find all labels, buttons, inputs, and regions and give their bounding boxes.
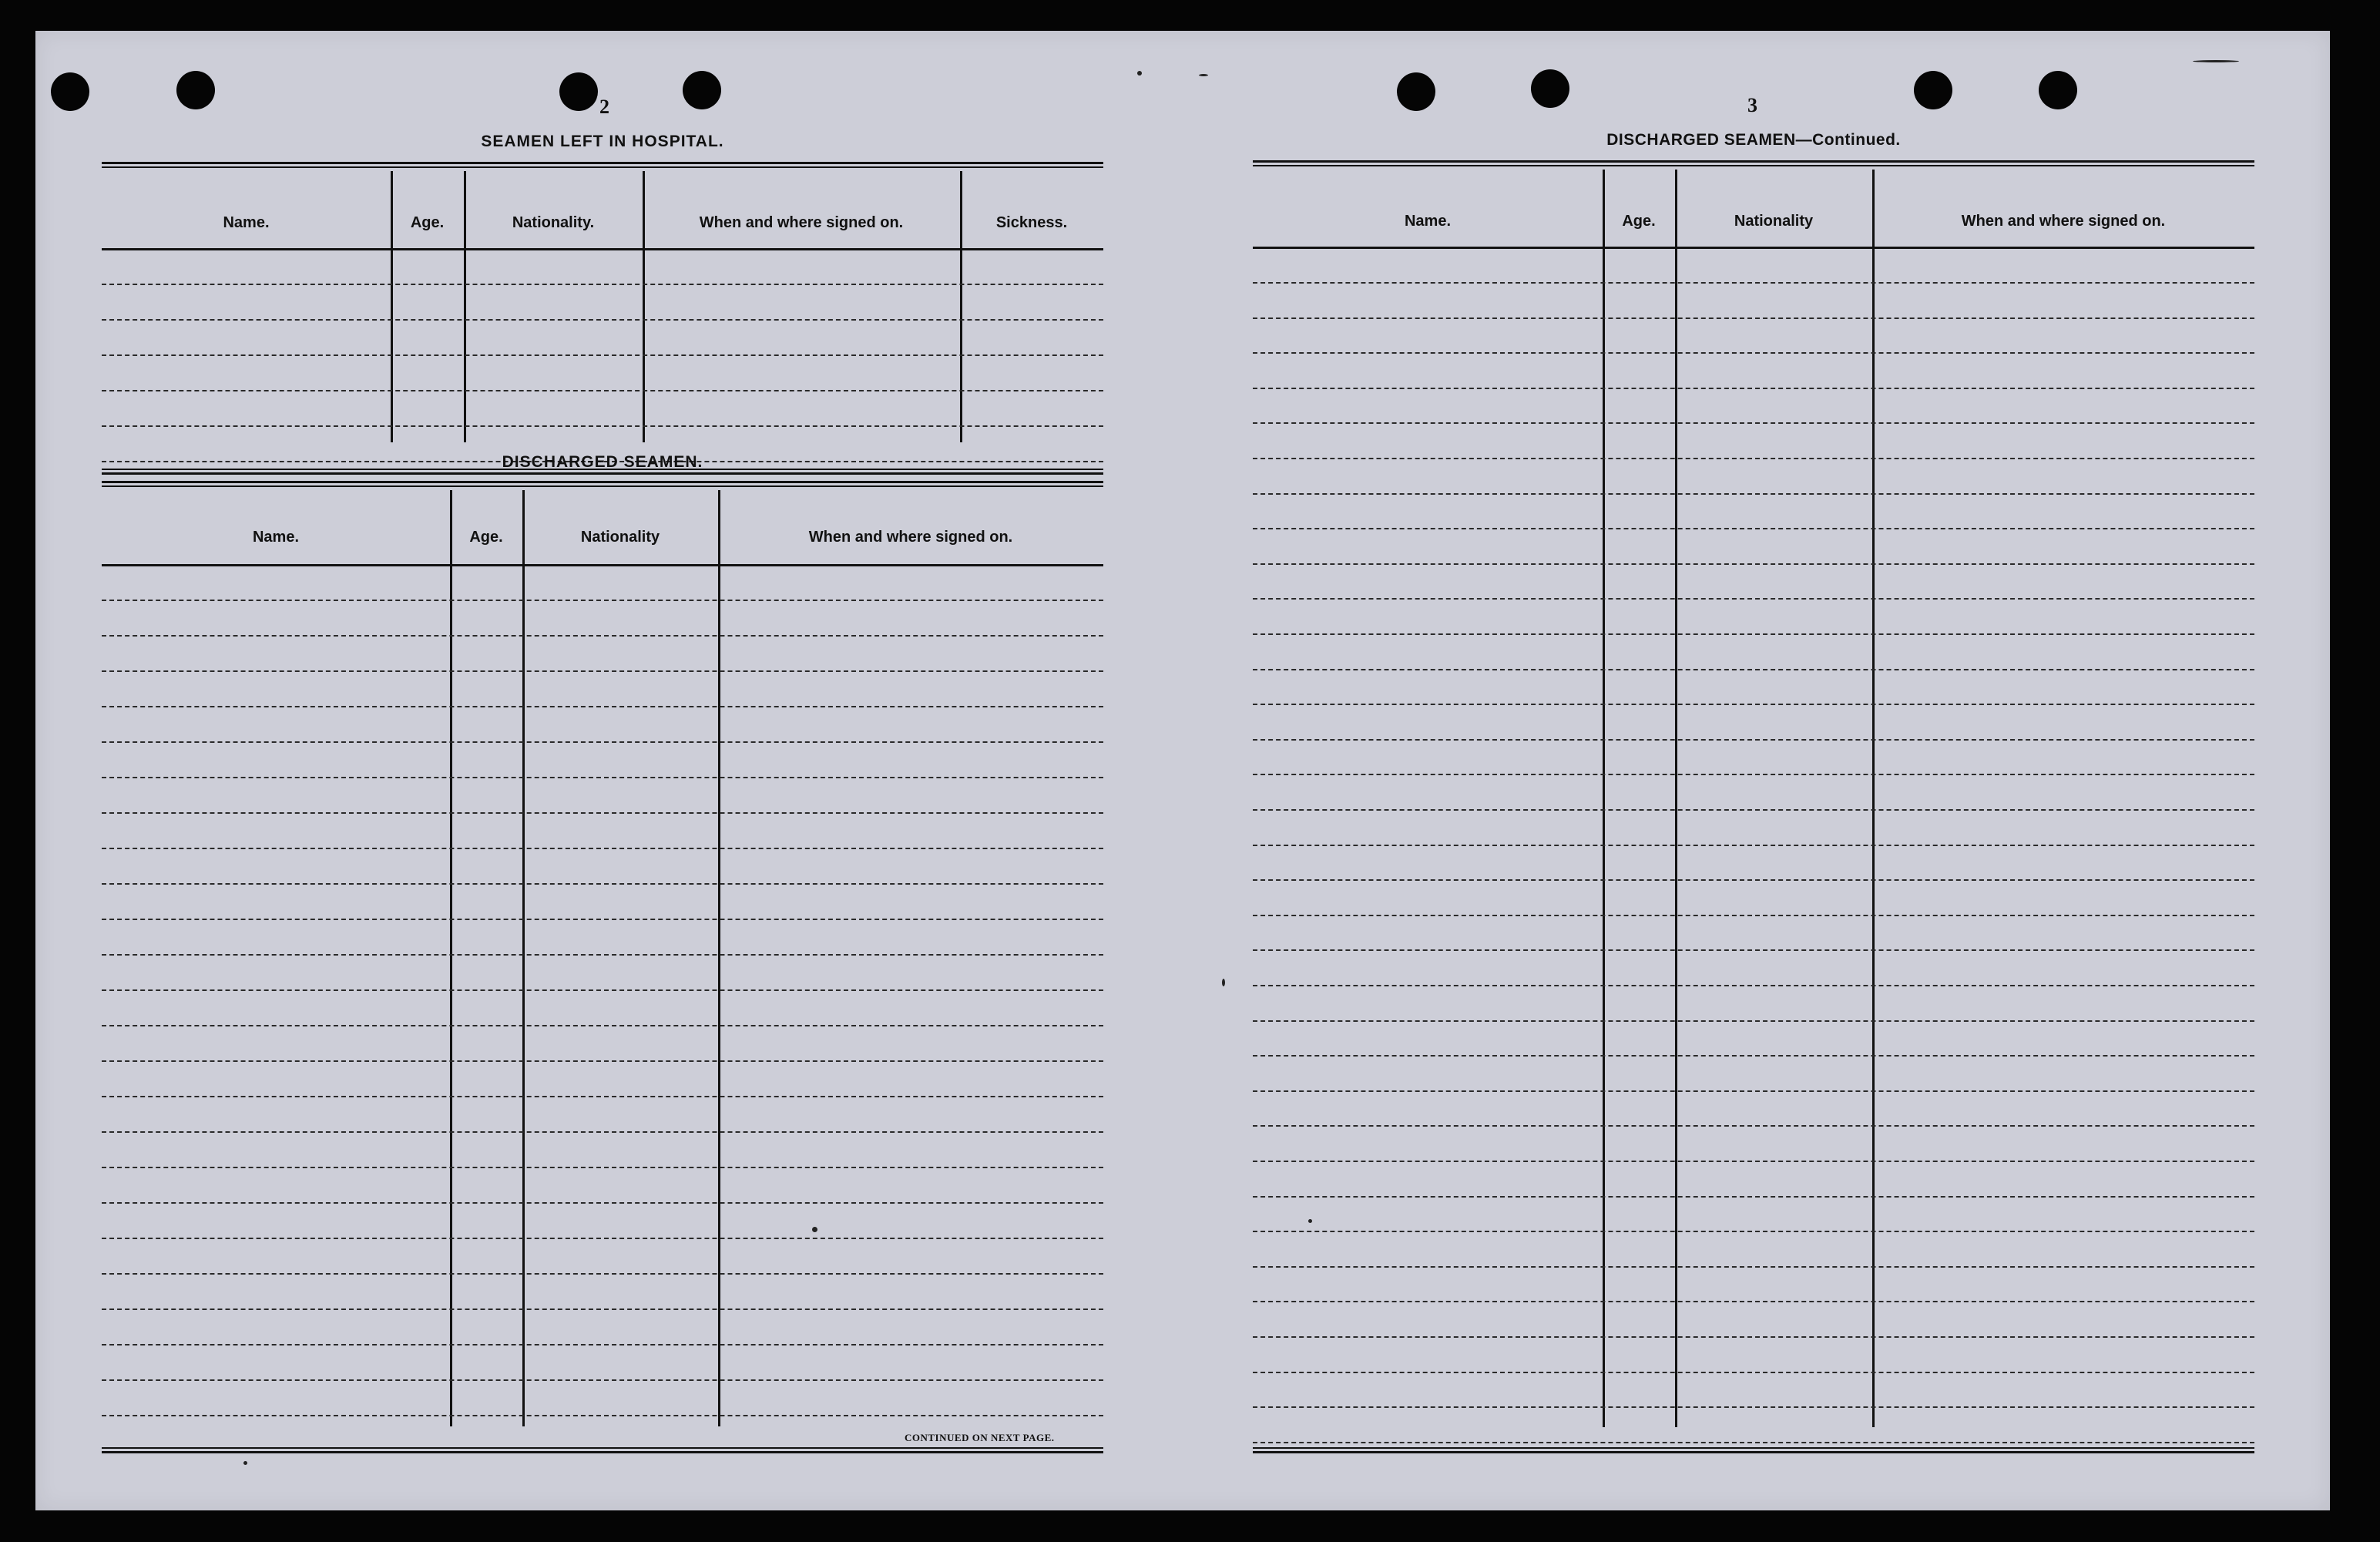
continued-note: CONTINUED ON NEXT PAGE. [905,1432,1055,1443]
entry-row [1253,809,2254,811]
entry-row [102,390,1103,391]
entry-row [1253,1125,2254,1127]
column-header-name: Name. [252,529,300,546]
punch-hole [176,71,215,109]
entry-row [102,1025,1103,1026]
page-number-left: 2 [599,96,609,118]
entry-row [102,670,1103,672]
entry-row [102,284,1103,285]
entry-row [1253,774,2254,775]
entry-row [1253,282,2254,284]
entry-row [1253,845,2254,846]
hospital-table [102,162,1103,478]
entry-row [102,600,1103,601]
entry-row [1253,1090,2254,1092]
discharged-continued-title: DISCHARGED SEAMEN—Continued. [1606,131,1901,149]
form-sheet [35,31,2330,1510]
table-bottom-rule [1253,1447,2254,1453]
entry-row [1253,1301,2254,1302]
punch-hole [559,72,598,111]
punch-hole [1531,69,1569,108]
entry-row [1253,458,2254,459]
entry-row [1253,1055,2254,1057]
entry-row [1253,1442,2254,1443]
column-header-nationality: Nationality. [512,214,595,231]
entry-row [1253,1231,2254,1232]
entry-row [1253,633,2254,635]
discharged-rows [102,481,1103,1461]
entry-row [102,812,1103,814]
entry-row [102,1344,1103,1345]
speck [1137,71,1142,76]
hospital-section-title: SEAMEN LEFT IN HOSPITAL. [481,133,724,150]
speck [1222,979,1225,986]
entry-row [1253,528,2254,529]
entry-row [102,1131,1103,1133]
entry-row [102,319,1103,321]
entry-row [102,1309,1103,1310]
entry-row [1253,598,2254,600]
entry-row [102,1096,1103,1097]
discharged-continued-rows [1253,160,2254,1463]
entry-row [102,741,1103,743]
column-header-nationality: Nationality [1734,213,1814,230]
entry-row [102,919,1103,920]
entry-row [102,1415,1103,1416]
entry-row [1253,493,2254,495]
entry-row [1253,739,2254,741]
table-bottom-rule [102,1447,1103,1453]
entry-row [102,777,1103,778]
column-header-age: Age. [469,529,503,546]
column-header-signed-on: When and where signed on. [699,214,904,231]
speck [1199,74,1208,76]
speck [2193,60,2239,62]
entry-row [1253,879,2254,881]
entry-row [1253,1161,2254,1162]
entry-row [102,425,1103,427]
entry-row [102,954,1103,956]
column-header-name: Name. [1404,213,1452,230]
entry-row [102,1060,1103,1062]
punch-hole [51,72,89,111]
entry-row [102,883,1103,885]
discharged-continued-table [1253,160,2254,1463]
entry-row [102,1379,1103,1381]
column-header-signed-on: When and where signed on. [1961,213,2166,230]
entry-row [1253,669,2254,670]
entry-row [1253,704,2254,705]
entry-row [102,848,1103,849]
entry-row [1253,915,2254,916]
speck [243,1461,247,1465]
entry-row [102,1238,1103,1239]
discharged-table [102,481,1103,1461]
entry-row [1253,985,2254,986]
entry-row [1253,563,2254,565]
entry-row [102,635,1103,637]
punch-hole [1914,71,1952,109]
entry-row [102,989,1103,991]
entry-row [1253,422,2254,424]
discharged-section-title: DISCHARGED SEAMEN. [502,453,703,471]
entry-row [1253,1336,2254,1338]
page-number-right: 3 [1747,94,1757,116]
entry-row [1253,1196,2254,1198]
entry-row [102,706,1103,707]
entry-row [1253,352,2254,354]
entry-row [102,1273,1103,1275]
column-header-name: Name. [223,214,270,231]
entry-row [1253,1020,2254,1022]
entry-row [102,1202,1103,1204]
entry-row [1253,388,2254,389]
entry-row [1253,949,2254,951]
entry-row [1253,1372,2254,1373]
punch-hole [2039,71,2077,109]
punch-hole [1397,72,1435,111]
column-header-nationality: Nationality [580,529,660,546]
entry-row [1253,1406,2254,1408]
hospital-rows [102,162,1103,478]
entry-row [1253,317,2254,319]
column-header-age: Age. [1622,213,1656,230]
entry-row [102,354,1103,356]
entry-row [102,1167,1103,1168]
punch-hole [683,71,721,109]
column-header-age: Age. [410,214,445,231]
column-header-sickness: Sickness. [995,214,1068,231]
column-header-signed-on: When and where signed on. [808,529,1013,546]
entry-row [1253,1266,2254,1268]
